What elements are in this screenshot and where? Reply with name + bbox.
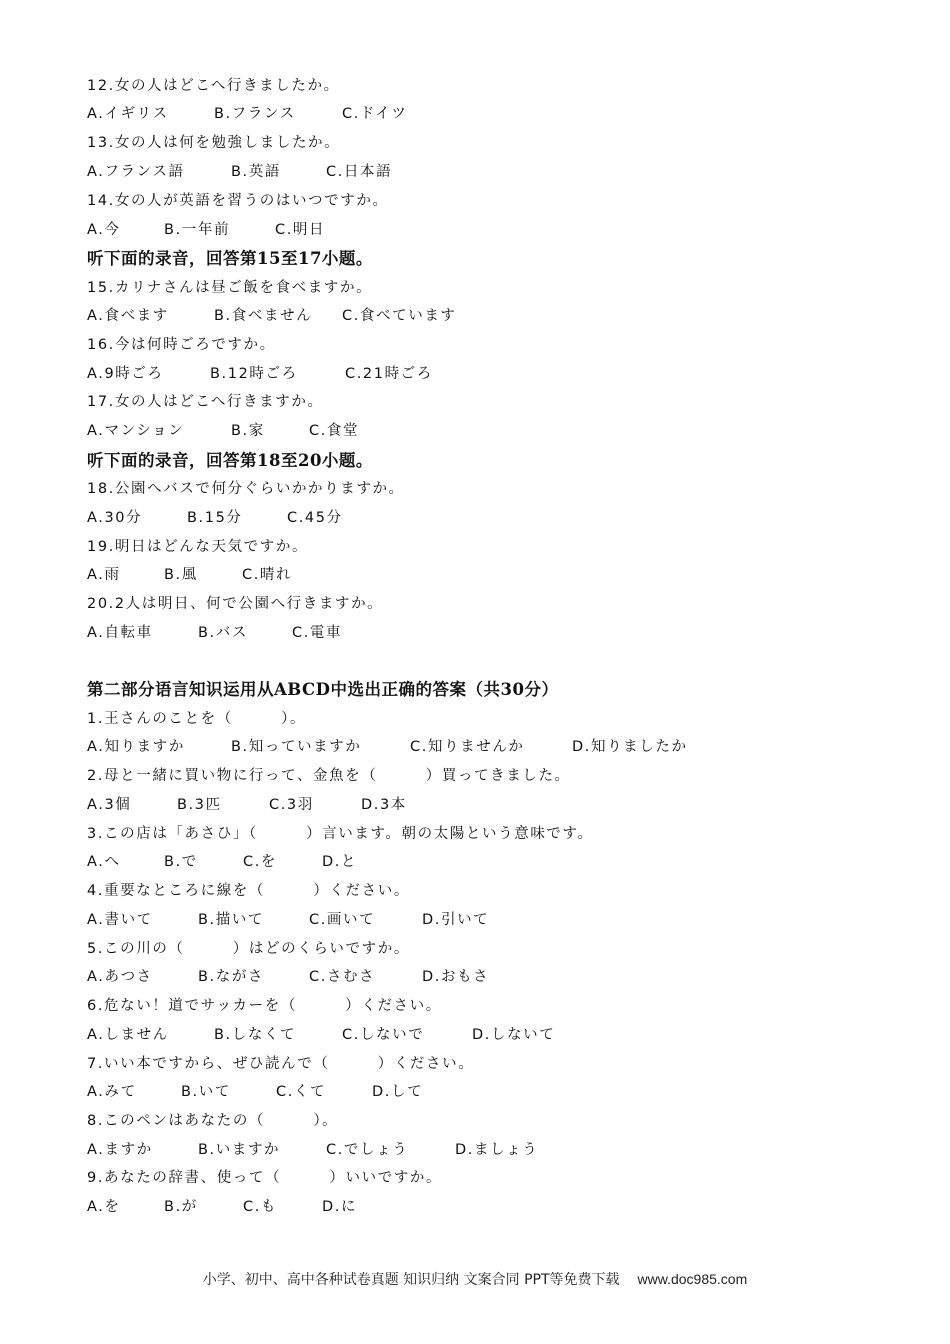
option-b: B.ながさ bbox=[198, 969, 265, 985]
option-d: D.ましょう bbox=[455, 1142, 539, 1158]
option-a: A.自転車 bbox=[87, 625, 153, 641]
question-16: 16.今は何時ごろですか。 bbox=[87, 337, 276, 353]
option-c: C.3羽 bbox=[269, 797, 314, 813]
question-13: 13.女の人は何を勉強しましたか。 bbox=[87, 135, 341, 151]
options-13 bbox=[87, 162, 392, 182]
options-20 bbox=[87, 623, 342, 643]
option-b: B.バス bbox=[198, 625, 248, 641]
option-c: C.食堂 bbox=[309, 423, 360, 439]
option-b: B.いて bbox=[181, 1084, 231, 1100]
option-b: B.英語 bbox=[231, 164, 281, 180]
option-b: B.知っていますか bbox=[231, 739, 362, 755]
question-18: 18.公園へバスで何分ぐらいかかりますか。 bbox=[87, 481, 405, 497]
part2-options-5 bbox=[87, 967, 489, 987]
options-17 bbox=[87, 421, 359, 441]
option-c: C.日本語 bbox=[326, 164, 393, 180]
options-19 bbox=[87, 565, 292, 585]
option-c: C.を bbox=[243, 854, 278, 870]
footer-url-link[interactable]: www.doc985.com bbox=[637, 1271, 748, 1287]
option-a: A.書いて bbox=[87, 912, 153, 928]
option-c: C.くて bbox=[276, 1084, 327, 1100]
options-14 bbox=[87, 220, 325, 240]
option-a: A.フランス語 bbox=[87, 164, 185, 180]
option-b: B.で bbox=[164, 854, 198, 870]
question-19: 19.明日はどんな天気ですか。 bbox=[87, 539, 309, 555]
section-heading-15-17: 听下面的录音，回答第15至17小题。 bbox=[87, 249, 373, 268]
option-b: B.食べません bbox=[214, 308, 313, 324]
option-a: A.へ bbox=[87, 854, 121, 870]
option-a: A.今 bbox=[87, 222, 121, 238]
page-footer bbox=[0, 1269, 950, 1289]
part2-options-6 bbox=[87, 1025, 555, 1045]
options-12 bbox=[87, 104, 408, 124]
footer-text: 小学、初中、高中各种试卷真题 知识归纳 文案合同 PPT等免费下载 bbox=[202, 1272, 620, 1288]
options-15 bbox=[87, 306, 457, 326]
option-d: D.に bbox=[322, 1199, 358, 1215]
part2-options-1 bbox=[87, 737, 688, 757]
option-b: B.描いて bbox=[198, 912, 265, 928]
option-c: C.晴れ bbox=[242, 567, 293, 583]
option-a: A.9時ごろ bbox=[87, 366, 164, 382]
option-a: A.雨 bbox=[87, 567, 121, 583]
part2-options-4 bbox=[87, 910, 489, 930]
option-d: D.3本 bbox=[361, 797, 407, 813]
part2-options-8 bbox=[87, 1140, 538, 1160]
option-b: B.いますか bbox=[198, 1142, 281, 1158]
question-14: 14.女の人が英語を習うのはいつですか。 bbox=[87, 193, 389, 209]
option-d: D.しないて bbox=[472, 1027, 556, 1043]
option-a: A.イギリス bbox=[87, 106, 169, 122]
question-15: 15.カリナさんは昼ご飯を食べますか。 bbox=[87, 280, 373, 296]
options-18 bbox=[87, 508, 343, 528]
option-b: B.しなくて bbox=[214, 1027, 297, 1043]
option-c: C.明日 bbox=[275, 222, 326, 238]
option-b: B.一年前 bbox=[164, 222, 231, 238]
option-b: B.風 bbox=[164, 567, 198, 583]
part2-options-2 bbox=[87, 795, 407, 815]
part2-question-8: 8.このペンはあなたの（ ）。 bbox=[87, 1113, 339, 1129]
option-c: C.も bbox=[243, 1199, 278, 1215]
option-a: A.3個 bbox=[87, 797, 132, 813]
option-d: D.と bbox=[322, 854, 358, 870]
question-12: 12.女の人はどこへ行きましたか。 bbox=[87, 78, 340, 94]
option-d: D.知りましたか bbox=[572, 739, 688, 755]
option-d: D.おもさ bbox=[422, 969, 490, 985]
option-a: A.30分 bbox=[87, 510, 143, 526]
option-c: C.21時ごろ bbox=[345, 366, 433, 382]
part2-question-6: 6.危ない！道でサッカーを（ ）ください。 bbox=[87, 998, 442, 1014]
option-d: D.して bbox=[372, 1084, 424, 1100]
option-b: B.3匹 bbox=[177, 797, 222, 813]
option-a: A.マンション bbox=[87, 423, 185, 439]
option-c: C.さむさ bbox=[309, 969, 376, 985]
part2-options-3 bbox=[87, 852, 357, 872]
option-a: A.食べます bbox=[87, 308, 169, 324]
part2-question-7: 7.いい本ですから、ぜひ読んで（ ）ください。 bbox=[87, 1056, 475, 1072]
option-a: A.あつさ bbox=[87, 969, 153, 985]
part2-question-2: 2.母と一緒に買い物に行って、金魚を（ ）買ってきました。 bbox=[87, 768, 571, 784]
part2-question-1: 1.王さんのことを（ ）。 bbox=[87, 711, 307, 727]
option-c: C.食べています bbox=[342, 308, 457, 324]
section-heading-18-20: 听下面的录音，回答第18至20小题。 bbox=[87, 451, 373, 470]
option-a: A.しません bbox=[87, 1027, 169, 1043]
option-c: C.知りませんか bbox=[410, 739, 525, 755]
part2-question-4: 4.重要なところに線を（ ）ください。 bbox=[87, 883, 410, 899]
option-c: C.ドイツ bbox=[342, 106, 408, 122]
part2-question-5: 5.この川の（ ）はどのくらいですか。 bbox=[87, 941, 410, 957]
question-17: 17.女の人はどこへ行きますか。 bbox=[87, 394, 324, 410]
part2-question-9: 9.あなたの辞書、使って（ ）いいですか。 bbox=[87, 1170, 443, 1186]
option-c: C.電車 bbox=[292, 625, 343, 641]
option-a: A.みて bbox=[87, 1084, 137, 1100]
option-b: B.フランス bbox=[214, 106, 296, 122]
option-c: C.画いて bbox=[309, 912, 376, 928]
part2-options-9 bbox=[87, 1197, 357, 1217]
question-20: 20.2人は明日、何で公園へ行きますか。 bbox=[87, 596, 384, 612]
option-c: C.45分 bbox=[287, 510, 343, 526]
option-a: A.ますか bbox=[87, 1142, 153, 1158]
option-d: D.引いて bbox=[422, 912, 490, 928]
option-a: A.知りますか bbox=[87, 739, 185, 755]
options-16 bbox=[87, 364, 433, 384]
option-c: C.でしょう bbox=[326, 1142, 409, 1158]
part2-heading: 第二部分语言知识运用从ABCD中选出正确的答案（共30分） bbox=[87, 680, 559, 699]
part2-question-3: 3.この店は「あさひ」（ ）言います。朝の太陽という意味です。 bbox=[87, 826, 594, 842]
option-a: A.を bbox=[87, 1199, 121, 1215]
option-b: B.12時ごろ bbox=[210, 366, 298, 382]
option-b: B.15分 bbox=[187, 510, 243, 526]
option-c: C.しないで bbox=[342, 1027, 425, 1043]
part2-options-7 bbox=[87, 1082, 423, 1102]
option-b: B.家 bbox=[231, 423, 265, 439]
option-b: B.が bbox=[164, 1199, 198, 1215]
